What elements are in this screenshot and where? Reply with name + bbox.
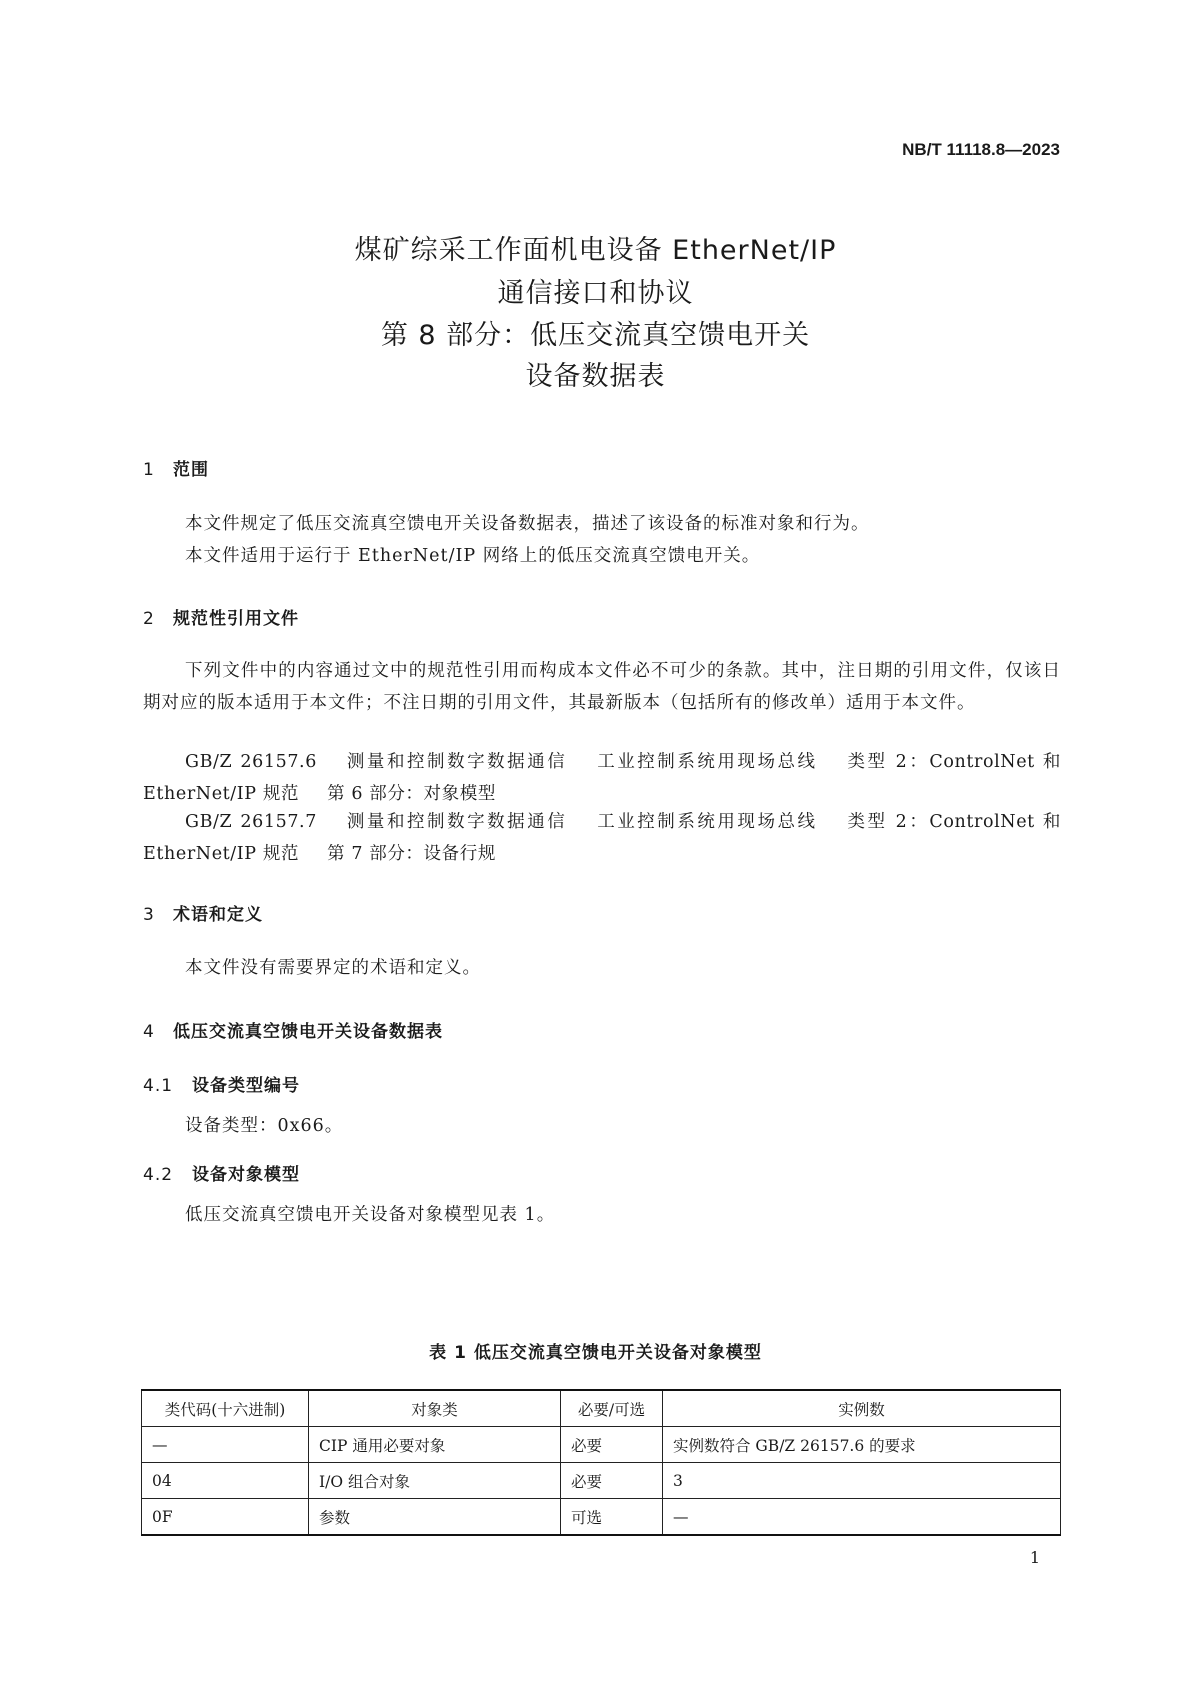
table-row: [142, 1499, 1061, 1536]
section-2-number: 2: [143, 609, 155, 629]
doc-title-line-3: 第 8 部分：低压交流真空馈电开关: [380, 320, 811, 351]
header-class-code: 类代码(十六进制): [142, 1390, 309, 1427]
reference-title-part-d: 第 6 部分：对象模型: [327, 784, 496, 804]
reference-title-part-b: 工业控制系统用现场总线: [595, 752, 818, 772]
header-object-class: 对象类: [309, 1390, 561, 1427]
cell-object-class: 参数: [309, 1499, 561, 1536]
reference-code: GB/Z 26157.6: [185, 752, 317, 772]
table-row: [142, 1463, 1061, 1499]
section-4-number: 4: [143, 1022, 155, 1042]
section-1-title: 范围: [173, 460, 209, 480]
section-4-2-title: 设备对象模型: [192, 1165, 300, 1185]
reference-title-part-a: 测量和控制数字数据通信: [344, 812, 568, 832]
section-3-number: 3: [143, 905, 155, 925]
section-2-title: 规范性引用文件: [173, 609, 299, 629]
section-4-2-number: 4.2: [143, 1165, 174, 1185]
cell-object-class: I/O 组合对象: [309, 1463, 561, 1499]
section-4-title: 低压交流真空馈电开关设备数据表: [173, 1022, 443, 1042]
section-4-2-heading: [143, 1160, 300, 1185]
section-2-intro: 下列文件中的内容通过文中的规范性引用而构成本文件必不可少的条款。其中，注日期的引用文件，仅该日期对应的版本适用于本文件；不注日期的引用文件，其最新版本（包括所有的修改单）适用于本文件。: [143, 661, 1061, 713]
section-3-title: 术语和定义: [173, 905, 263, 925]
cell-class-code: —: [142, 1427, 309, 1463]
header-required-optional: 必要/可选: [561, 1390, 663, 1427]
section-4-1-title: 设备类型编号: [192, 1076, 300, 1096]
cell-class-code: 0F: [142, 1499, 309, 1536]
section-4-heading: [143, 1017, 443, 1042]
cell-required-optional: 必要: [561, 1427, 663, 1463]
section-4-1-number: 4.1: [143, 1076, 174, 1096]
cell-instance-count: —: [663, 1499, 1061, 1536]
reference-title-part-d: 第 7 部分：设备行规: [327, 844, 496, 864]
device-object-model-table: [141, 1389, 1061, 1536]
section-1-paragraph-2: 本文件适用于运行于 EtherNet/IP 网络上的低压交流真空馈电开关。: [185, 546, 761, 566]
cell-required-optional: 必要: [561, 1463, 663, 1499]
section-4-1-heading: [143, 1071, 300, 1096]
cell-required-optional: 可选: [561, 1499, 663, 1536]
section-3-paragraph-1: 本文件没有需要界定的术语和定义。: [185, 958, 481, 978]
doc-title-line-4: 设备数据表: [525, 361, 666, 392]
section-1-paragraph-1: 本文件规定了低压交流真空馈电开关设备数据表，描述了该设备的标准对象和行为。: [185, 514, 870, 534]
doc-title-line-2: 通信接口和协议: [497, 278, 694, 309]
reference-title-part-b: 工业控制系统用现场总线: [595, 812, 818, 832]
table-header-row: [142, 1390, 1061, 1427]
section-2-heading: [143, 604, 299, 629]
reference-code: GB/Z 26157.7: [185, 812, 317, 832]
section-1-heading: [143, 455, 209, 480]
page-number: 1: [1029, 1548, 1040, 1567]
standard-number: NB/T 11118.8—2023: [902, 140, 1060, 159]
reference-title-part-c: 类型 2：ControlNet 和 EtherNet/IP 规范: [143, 752, 1061, 804]
cell-object-class: CIP 通用必要对象: [309, 1427, 561, 1463]
section-1-number: 1: [143, 460, 155, 480]
cell-instance-count: 实例数符合 GB/Z 26157.6 的要求: [663, 1427, 1061, 1463]
section-3-heading: [143, 900, 263, 925]
cell-instance-count: 3: [663, 1463, 1061, 1499]
section-4-2-paragraph-1: 低压交流真空馈电开关设备对象模型见表 1。: [185, 1205, 556, 1225]
section-4-1-paragraph-1: 设备类型：0x66。: [185, 1116, 344, 1136]
header-instance-count: 实例数: [663, 1390, 1061, 1427]
cell-class-code: 04: [142, 1463, 309, 1499]
doc-title-line-1: 煤矿综采工作面机电设备 EtherNet/IP: [354, 235, 837, 266]
reference-title-part-c: 类型 2：ControlNet 和 EtherNet/IP 规范: [143, 812, 1061, 864]
table-1-caption: 表 1 低压交流真空馈电开关设备对象模型: [429, 1343, 762, 1363]
reference-title-part-a: 测量和控制数字数据通信: [344, 752, 568, 772]
normative-reference-2: [143, 806, 1061, 870]
table-row: [142, 1427, 1061, 1463]
normative-reference-1: [143, 746, 1061, 810]
